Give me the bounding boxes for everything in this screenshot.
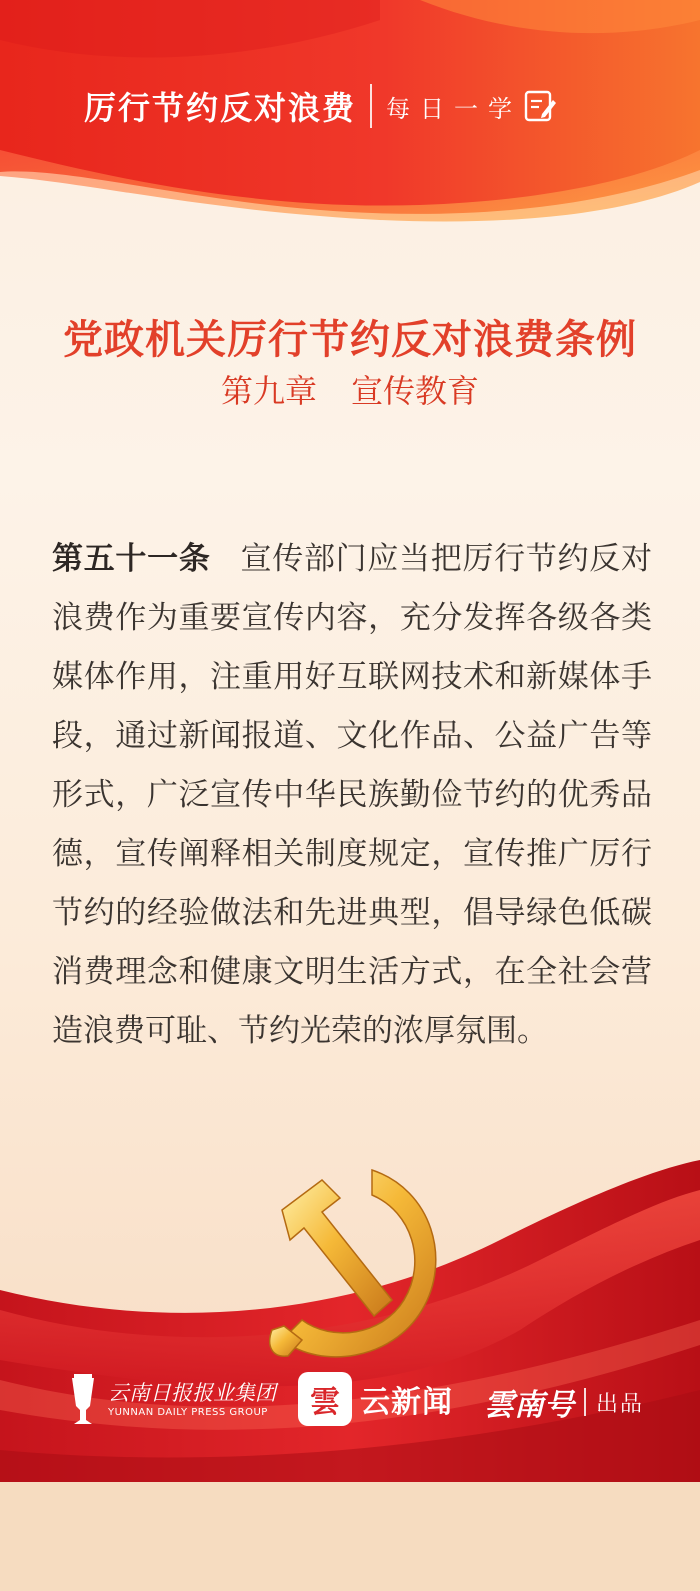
header-title: 厉行节约反对浪费 xyxy=(84,89,357,127)
credit-divider xyxy=(584,1388,586,1416)
yunnan-daily-logo xyxy=(66,1372,276,1428)
yunnanhao-logo xyxy=(484,1380,644,1424)
article-body xyxy=(52,530,652,1061)
footer-banner xyxy=(0,1130,700,1510)
header-title-row xyxy=(84,84,558,128)
footer-bottom-band xyxy=(0,1482,700,1591)
yunxinwen-app-icon: 雲 xyxy=(298,1372,352,1426)
credit-label: 出品 xyxy=(596,1391,645,1417)
write-note-icon xyxy=(522,88,558,124)
publisher-english: YUNNAN DAILY PRESS GROUP xyxy=(108,1407,268,1418)
header-divider xyxy=(370,84,372,128)
chapter-title: 宣传教育 xyxy=(351,372,480,410)
footer-logos xyxy=(0,1368,700,1432)
header-subtitle: 每日一学 xyxy=(386,94,523,123)
article-number: 第五十一条 xyxy=(52,541,211,577)
chapter-heading xyxy=(0,366,700,412)
chapter-number: 第九章 xyxy=(220,372,317,410)
document-title: 党政机关厉行节约反对浪费条例 xyxy=(63,316,637,363)
yunnanhao-brand: 雲南号 xyxy=(484,1388,574,1423)
publisher-name: 云南日报报业集团 xyxy=(108,1381,276,1405)
article-text: 宣传部门应当把厉行节约反对浪费作为重要宣传内容，充分发挥各级各类媒体作用，注重用好互联网技术和新媒体手段，通过新闻报道、文化作品、公益广告等形式，广泛宣传中华民族勤俭节约的优秀品德，宣传阐释相关制度规定，宣传推广厉行节约的经验做法和先进典型，倡导绿色低碳消费理念和健康文明生活方式，在全社会营造浪费可耻、节约光荣的浓厚氛围。 xyxy=(52,541,653,1049)
yunxinwen-logo xyxy=(298,1372,453,1426)
yunnan-daily-emblem-icon xyxy=(66,1372,100,1428)
yunxinwen-name: 云新闻 xyxy=(360,1385,453,1420)
